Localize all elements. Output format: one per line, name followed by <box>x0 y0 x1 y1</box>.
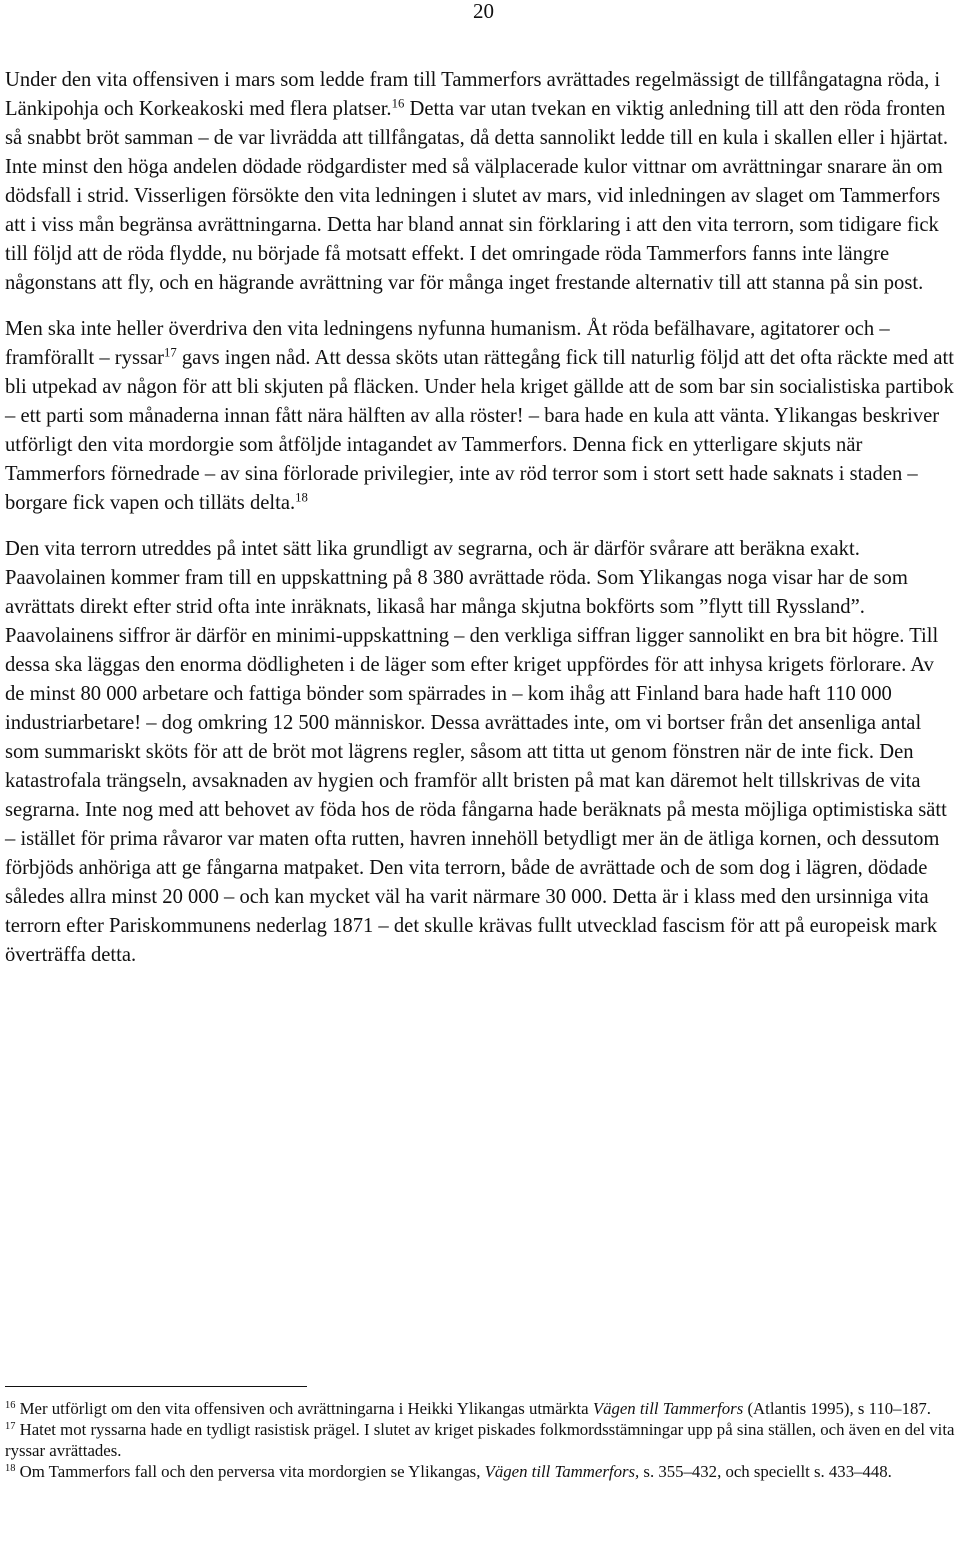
footnote-separator <box>5 1386 307 1387</box>
footnote-18-text: Om Tammerfors fall och den perversa vita mordorgien se Ylikangas, <box>15 1462 485 1481</box>
paragraph-2-text-a: Men ska inte heller överdriva den vita ledningens nyfunna humanism. Åt röda befälhavare, agitatorer och – framförallt – ryssar <box>5 318 890 369</box>
paragraph-1 <box>5 66 958 298</box>
paragraph-3: Den vita terrorn utreddes på intet sätt lika grundligt av segrarna, och är därför svårare att beräkna exakt. Paavolainen kommer fram till en uppskattning på 8 380 avrättade röda. Som Ylikangas noga visar har de som avrättats direkt efter strid ofta inte inräknats, likaså har många skjutna bokförts som ”flytt till Ryssland”. Paavolainens siffror är därför en minimi-uppskattning – den verkliga siffran ligger sannolikt en bra bit högre. Till dessa ska läggas den enorma dödligheten i de läger som efter kriget uppfördes för att inhysa krigets förlorare. Av de minst 80 000 arbetare och fattiga bönder som spärrades in – kom ihåg att Finland bara hade haft 110 000 industriarbetare! – dog omkring 12 500 människor. Dessa avrättades inte, om vi bortser från det ansenliga antal som summariskt sköts för att de bröt mot lägrens regler, såsom att titta ut genom fönstren när de inte fick. Den katastrofala trängseln, avsaknaden av hygien och framför allt bristen på mat kan däremot helt tillskrivas de vita segrarna. Inte nog med att behovet av föda hos de röda fångarna hade beräknats på mesta möjliga optimistiska sätt – istället för prima råvaror var maten ofta rutten, havren innehöll betydligt mer än de ätliga kornen, och dessutom förbjöds anhöriga att ge fångarna matpaket. Den vita terrorn, både de avrättade och de som dog i lägren, dödade således allra minst 20 000 – och kan mycket väl ha varit närmare 30 000. Detta är i klass med den ursinniga vita terrorn efter Pariskommunens nederlag 1871 – det skulle krävas fullt utvecklad fascism för att på europeisk mark överträffa detta. <box>5 538 947 966</box>
paragraph-1-text-a: Under den vita offensiven i mars som ledde fram till Tammerfors avrättades regelmässigt de tillfångatagna röda, i Länkipohja och Korkeakoski med flera platser. <box>5 69 941 120</box>
page-number: 20 <box>473 0 494 23</box>
footnote-16-title: Vägen till Tammerfors <box>592 1399 744 1418</box>
footnote-ref-18[interactable]: 18 <box>295 490 308 505</box>
footnote-number-17: 17 <box>5 1420 16 1432</box>
footnote-16-tail: (Atlantis 1995), s 110–187. <box>743 1399 931 1418</box>
footnotes <box>5 1398 958 1482</box>
footnote-ref-17[interactable]: 17 <box>163 345 177 360</box>
footnote-ref-16[interactable]: 16 <box>391 96 405 111</box>
footnote-number-16: 16 <box>5 1399 16 1411</box>
body-text <box>5 66 958 987</box>
footnote-16 <box>5 1398 958 1419</box>
footnote-number-18: 18 <box>5 1462 16 1474</box>
footnote-18-title: Vägen till Tammerfors, <box>484 1462 640 1481</box>
paragraph-2 <box>5 315 958 518</box>
footnote-17-text: Hatet mot ryssarna hade en tydligt rasistisk prägel. I slutet av kriget piskades folkmordsstämningar upp på sina ställen, och även en del vita ryssar avrättades. <box>5 1420 955 1460</box>
paragraph-1-text-b: Detta var utan tvekan en viktig anledning till att den röda fronten så snabbt bröt samman – de var livrädda att tillfångatas, då detta sannolikt ledde till en kula i skallen eller i hjärtat. Inte minst den höga andelen dödade rödgardister med så välplacerade kulor vittnar om avrättningar snarare än om dödsfall i strid. Visserligen försökte den vita ledningen i slutet av mars, vid inledningen av slaget om Tammerfors att i viss mån begränsa avrättningarna. Detta har bland annat sin förklaring i att den vita terrorn, som tidigare fick till följd att de röda flydde, nu började få motsatt effekt. I det omringade röda Tammerfors fanns inte längre någonstans att fly, och en hägrande avrättning var för många inget frestande alternativ till att stanna på sin post. <box>5 98 949 294</box>
paragraph-2-text-b: gavs ingen nåd. Att dessa sköts utan rättegång fick till naturlig följd att det ofta räckte med att bli utpekad av någon för att bli skjuten på fläcken. Under hela kriget gällde att de som bar sin socialistiska partibok – ett parti som månaderna innan fått nära hälften av alla röster! – bara hade en kula att vänta. Ylikangas beskriver utförligt den vita mordorgie som åtföljde intagandet av Tammerfors. Denna fick en ytterligare skjuts när Tammerfors förnedrade – av sina förlorade privilegier, inte av röd terror som i stort sett hade saknats i staden – borgare fick vapen och tilläts delta. <box>5 347 954 514</box>
footnote-18 <box>5 1461 958 1482</box>
footnote-16-text: Mer utförligt om den vita offensiven och avrättningarna i Heikki Ylikangas utmärkta <box>15 1399 593 1418</box>
footnote-18-tail: s. 355–432, och speciellt s. 433–448. <box>639 1462 892 1481</box>
footnote-17 <box>5 1419 958 1461</box>
